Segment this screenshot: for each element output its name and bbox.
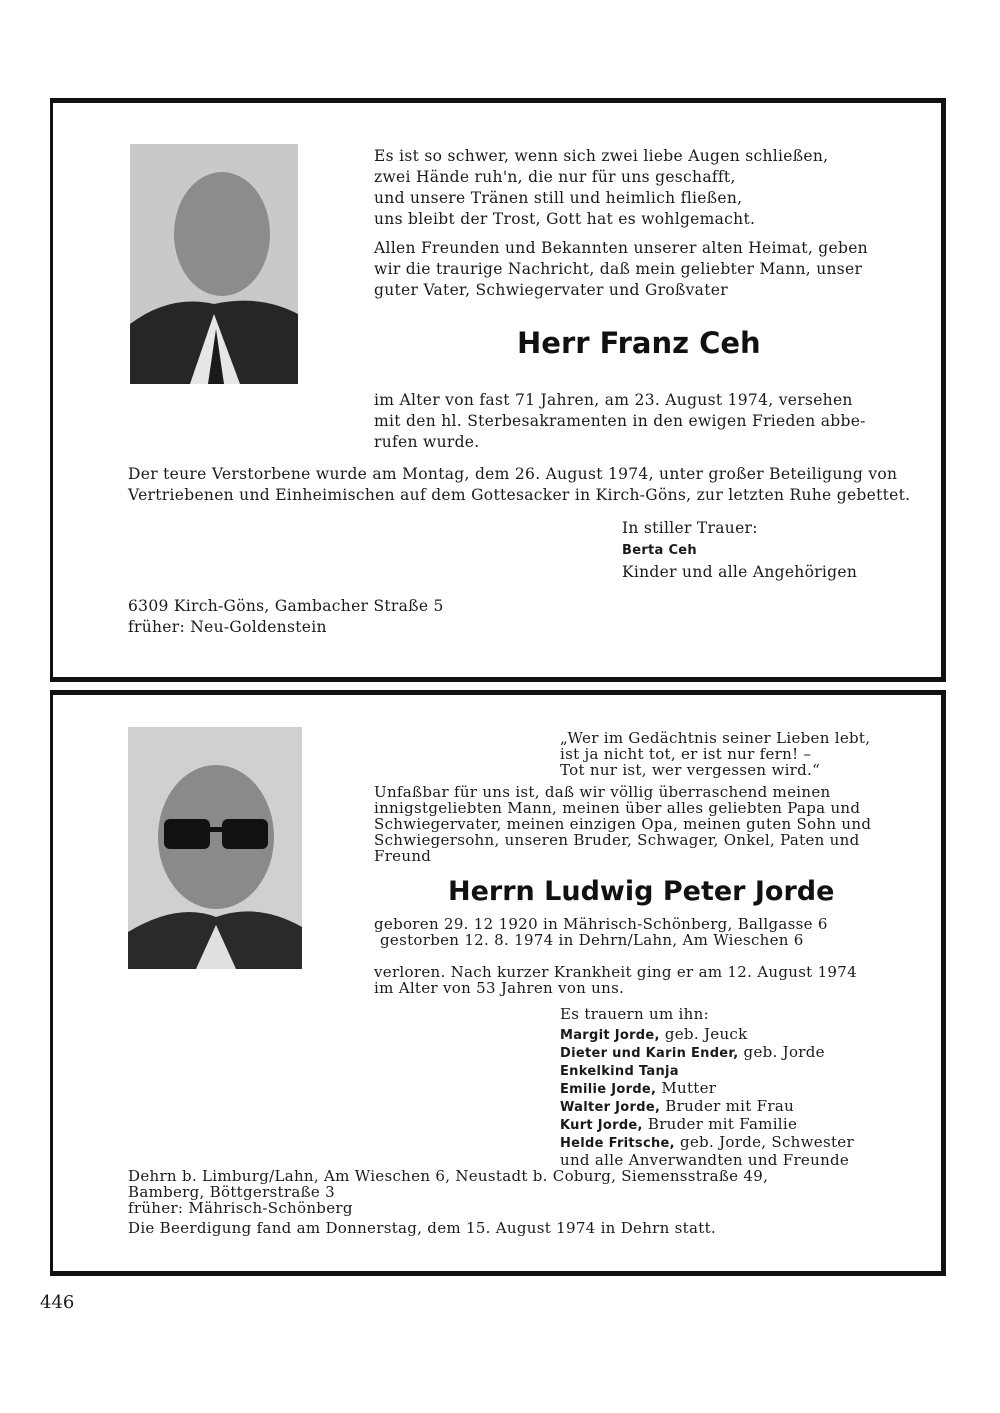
portrait-photo-franz-ceh (130, 144, 298, 384)
burial-line: Der teure Verstorbene wurde am Montag, dem 26. August 1974, unter großer Beteiligung von (128, 465, 898, 483)
mourner-relation: Bruder mit Familie (642, 1115, 798, 1133)
quote-line: ist ja nicht tot, er ist nur fern! – (560, 745, 812, 763)
mourner (560, 1026, 854, 1044)
mourners-block (560, 1006, 854, 1170)
funeral-line: Die Beerdigung fand am Donnerstag, dem 15. August 1974 in Dehrn statt. (128, 1219, 716, 1237)
address-line: früher: Neu-Goldenstein (128, 618, 327, 636)
poem-line: Es ist so schwer, wenn sich zwei liebe Augen schließen, (374, 147, 829, 165)
mourner-name: Helde Fritsche, (560, 1136, 675, 1151)
details-line: rufen wurde. (374, 433, 480, 451)
mourner (560, 1080, 854, 1098)
died-line: gestorben 12. 8. 1974 in Dehrn/Lahn, Am Wieschen 6 (380, 931, 804, 949)
poem-line: und unsere Tränen still und heimlich fließen, (374, 189, 743, 207)
mourner-relation: geb. Jorde, Schwester (674, 1133, 854, 1151)
mourners-block (622, 518, 857, 583)
loss-line: verloren. Nach kurzer Krankheit ging er am 12. August 1974 (374, 963, 857, 981)
details-line: im Alter von fast 71 Jahren, am 23. August 1974, versehen (374, 391, 853, 409)
portrait-franz-ceh-drawing (130, 144, 298, 384)
details-line: mit den hl. Sterbesakramenten in den ewigen Frieden abbe- (374, 412, 866, 430)
deceased-name: Herr Franz Ceh (517, 326, 761, 360)
announcement-line: Freund (374, 847, 432, 865)
mourner-relation: Mutter (656, 1079, 717, 1097)
portrait-ludwig-jorde-drawing (128, 727, 302, 969)
mourner (560, 1098, 854, 1116)
mourners-rest: Kinder und alle Angehörigen (622, 563, 858, 581)
deceased-name: Herrn Ludwig Peter Jorde (448, 876, 835, 907)
mourner-name: Kurt Jorde, (560, 1118, 643, 1133)
mourner-relation: und alle Anverwandten und Freunde (560, 1151, 850, 1169)
announcement-line: guter Vater, Schwiegervater und Großvater (374, 281, 728, 299)
quote (560, 730, 870, 778)
mourner-relation: geb. Jeuck (659, 1025, 748, 1043)
address-line: Dehrn b. Limburg/Lahn, Am Wieschen 6, Neustadt b. Coburg, Siemensstraße 49, (128, 1167, 769, 1185)
address-line: 6309 Kirch-Göns, Gambacher Straße 5 (128, 597, 444, 615)
page-number: 446 (40, 1292, 75, 1313)
announcement-line: Allen Freunden und Bekannten unserer alten Heimat, geben (374, 239, 868, 257)
announcement-line: Schwiegervater, meinen einzigen Opa, meinen guten Sohn und (374, 815, 872, 833)
announcement-line: wir die traurige Nachricht, daß mein geliebter Mann, unser (374, 260, 863, 278)
address-line: Bamberg, Böttgerstraße 3 (128, 1183, 335, 1201)
announcement (374, 238, 868, 301)
announcement-line: Unfaßbar für uns ist, daß wir völlig überraschend meinen (374, 783, 831, 801)
quote-line: „Wer im Gedächtnis seiner Lieben lebt, (560, 729, 871, 747)
address-line: früher: Mährisch-Schönberg (128, 1199, 353, 1217)
address (128, 1168, 768, 1236)
portrait-photo-ludwig-jorde (128, 727, 302, 969)
mourner-relation: Bruder mit Frau (660, 1097, 795, 1115)
mourner (560, 1116, 854, 1134)
poem (374, 146, 828, 230)
poem-line: zwei Hände ruh'n, die nur für uns geschafft, (374, 168, 736, 186)
death-details (374, 390, 866, 453)
mourner-name: Dieter und Karin Ender, (560, 1046, 739, 1061)
mourning-label: Es trauern um ihn: (560, 1005, 709, 1023)
mourner-name: Margit Jorde, (560, 1028, 660, 1043)
loss-line: im Alter von 53 Jahren von uns. (374, 979, 625, 997)
announcement (374, 784, 871, 864)
mourner-name: Berta Ceh (622, 543, 697, 558)
announcement-line: Schwiegersohn, unseren Bruder, Schwager, Onkel, Paten und (374, 831, 860, 849)
address (128, 596, 444, 638)
burial-line: Vertriebenen und Einheimischen auf dem Gottesacker in Kirch-Göns, zur letzten Ruhe gebettet. (128, 486, 911, 504)
quote-line: Tot nur ist, wer vergessen wird.“ (560, 761, 821, 779)
poem-line: uns bleibt der Trost, Gott hat es wohlgemacht. (374, 210, 756, 228)
mourner-name: Enkelkind Tanja (560, 1064, 679, 1079)
born-line: geboren 29. 12 1920 in Mährisch-Schönberg, Ballgasse 6 (374, 915, 828, 933)
mourner-name: Emilie Jorde, (560, 1082, 657, 1097)
mourner (560, 1062, 854, 1080)
loss-text (374, 964, 857, 996)
mourner-relation: geb. Jorde (738, 1043, 825, 1061)
announcement-line: innigstgeliebten Mann, meinen über alles geliebten Papa und (374, 799, 861, 817)
burial-text (128, 464, 910, 506)
mourner (560, 1044, 854, 1062)
mourner (560, 1134, 854, 1152)
mourning-label: In stiller Trauer: (622, 519, 758, 537)
mourner-name: Walter Jorde, (560, 1100, 661, 1115)
